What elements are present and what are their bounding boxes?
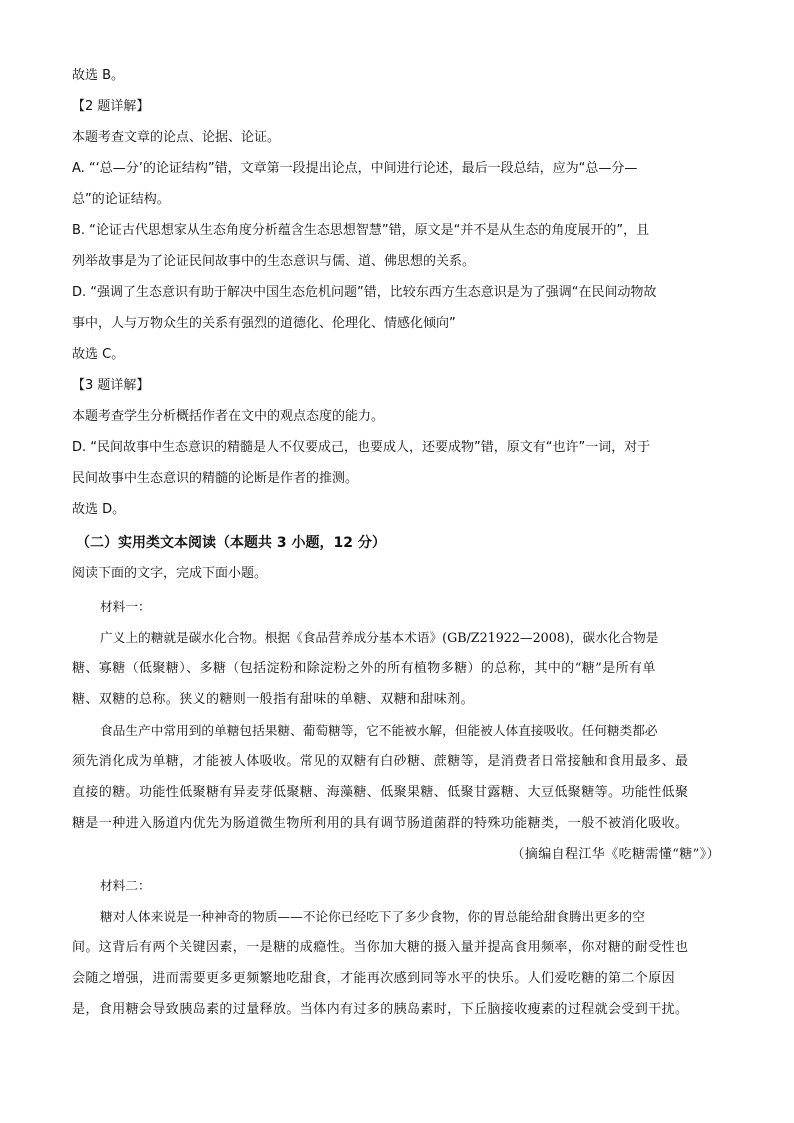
material1-p1-line2: 糖、寡糖（低聚糖）、多糖（包括淀粉和除淀粉之外的所有植物多糖）的总称，其中的“糖”是所有单 bbox=[72, 661, 656, 676]
q3-option-d-line2: 民间故事中生态意识的精髓的论断是作者的推测。 bbox=[72, 471, 359, 486]
material1-p2-line3: 直接的糖。功能性低聚糖有异麦芽低聚糖、海藻糖、低聚果糖、低聚甘露糖、大豆低聚糖等。功能性低聚 bbox=[72, 785, 689, 800]
material1-source: （摘编自程江华《吃糖需懂“糖”》） bbox=[511, 847, 720, 862]
q3-intro: 本题考查学生分析概括作者在文中的观点态度的能力。 bbox=[72, 409, 385, 424]
material1-p2-line2: 须先消化成为单糖，才能被人体吸收。常见的双糖有白砂糖、蔗糖等，是消费者日常接触和食用最多、最 bbox=[72, 754, 689, 769]
q2-option-d-line1: D. “强调了生态意识有助于解决中国生态危机问题”错，比较东西方生态意识是为了强调“在民间动物故 bbox=[72, 285, 657, 300]
material1-p2-line1: 食品生产中常用到的单糖包括果糖、葡萄糖等，它不能被水解，但能被人体直接吸收。任何糖类都必 bbox=[100, 723, 658, 738]
material1-label: 材料一： bbox=[100, 599, 151, 614]
q2-option-b-line1: B. “论证古代思想家从生态角度分析蕴含生态思想智慧”错，原文是“并不是从生态的角度展开的”，且 bbox=[72, 223, 650, 238]
material2-line1: 糖对人体来说是一种神奇的物质——不论你已经吃下了多少食物，你的胃总能给甜食腾出更多的空 bbox=[100, 909, 645, 924]
answer-q2: 故选 C。 bbox=[72, 347, 125, 362]
material2-label: 材料二： bbox=[100, 878, 151, 893]
q2-option-a-line1: A. “‘总—分’的论证结构”错，文章第一段提出论点，中间进行论述，最后一段总结，应为“总—分— bbox=[72, 161, 638, 176]
q2-option-b-line2: 列举故事是为了论证民间故事中的生态意识与儒、道、佛思想的关系。 bbox=[72, 254, 476, 269]
section-heading: （二）实用类文本阅读（本题共 3 小题，12 分） bbox=[76, 535, 386, 551]
q2-option-d-line2: 事中，人与万物众生的关系有强烈的道德化、伦理化、情感化倾向” bbox=[72, 316, 456, 331]
q2-option-a-line2: 总”的论证结构。 bbox=[72, 192, 170, 207]
q2-intro: 本题考查文章的论点、论据、论证。 bbox=[72, 130, 281, 145]
material2-line3: 会随之增强，进而需要更多更频繁地吃甜食，才能再次感到同等水平的快乐。人们爱吃糖的第二个原因 bbox=[72, 971, 676, 986]
answer-q3: 故选 D。 bbox=[72, 502, 126, 517]
material1-p1-line3: 糖、双糖的总称。狭义的糖则一般指有甜味的单糖、双糖和甜味剂。 bbox=[72, 692, 475, 707]
material1-p1-line1: 广义上的糖就是碳水化合物。根据《食品营养成分基本术语》(GB/Z21922—2008)，碳水化合物是 bbox=[100, 630, 659, 645]
answer-q1: 故选 B。 bbox=[72, 68, 125, 83]
q2-heading: 【2 题详解】 bbox=[72, 99, 150, 114]
q3-heading: 【3 题详解】 bbox=[72, 378, 150, 393]
q3-option-d-line1: D. “民间故事中生态意识的精髓是人不仅要成己，也要成人，还要成物”错，原文有“也许”一词，对于 bbox=[72, 440, 651, 455]
material2-line4: 是，食用糖会导致胰岛素的过量释放。当体内有过多的胰岛素时，下丘脑接收瘦素的过程就会受到干扰。 bbox=[72, 1002, 689, 1017]
reading-instruction: 阅读下面的文字，完成下面小题。 bbox=[72, 566, 268, 581]
material1-p2-line4: 糖是一种进入肠道内优先为肠道微生物所利用的具有调节肠道菌群的特殊功能糖类，一般不被消化吸收。 bbox=[72, 816, 689, 831]
material2-line2: 间。这背后有两个关键因素，一是糖的成瘾性。当你加大糖的摄入量并提高食用频率，你对糖的耐受性也 bbox=[72, 940, 689, 955]
